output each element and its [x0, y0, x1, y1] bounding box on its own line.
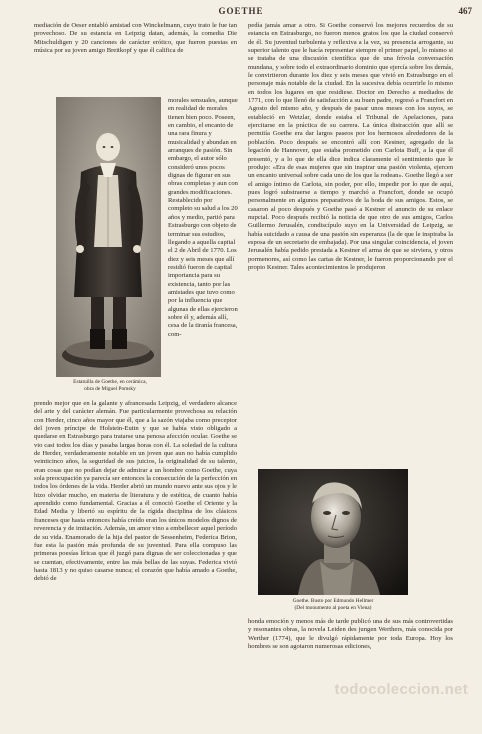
bust-image — [258, 469, 408, 595]
statuette-photo — [56, 97, 161, 377]
bust-caption-line2: (Del monumento al poeta en Viena) — [294, 604, 372, 611]
col2-bottom — [248, 618, 453, 662]
col1-narrow — [168, 97, 238, 398]
col1-intro — [34, 22, 237, 98]
statuette-caption-line2: obra de Miguel Pomsky — [84, 385, 136, 392]
statuette-caption — [56, 379, 164, 392]
bust-photo — [258, 469, 408, 595]
col2-bottom-text: honda emoción y menos más de tarde publicó una de sus más controvertidas y resonantes obras, la novela Leiden des jungen Werthers, más conocida por Werther (1774), que le divulgó rápidamente por toda Europa. Hoy los hombres se son agotaron numerosas ediciones, — [248, 618, 453, 651]
col2-top-text: pedía jamás amar a otro. Si Goethe conservó los mejores recuerdos de su estancia en Estrasburgo, no fueron menos gratos los que la ciudad conservó de él. Su juventud turbulenta y reflexiva a la vez, su presencia arrogante, su superior talento que le hacía representar siempre el primer papel, lo mismo si se trataba de una discusión científica que de una frívola conversación mundana, y sobre todo el extraordinario dominio que ejercía sobre los demás, le convirtieron durante los diez y seis meses que vivió en Estrasburgo en el personaje más notable de la ciudad. En la sucesiva debía ocurrirle lo mismo en todos los lugares en que residiese. Doctor en Derecho a mediados de 1771, con lo que llenó de satisfacción a su buen padre, regresó a Francfort en Agosto del mismo año, y después de pasar unos meses con los suyos, se estableció en Wetzlar, donde estaba el Tribunal de Apelaciones, para ejercitarse en la práctica de su carrera. La única distracción que allí se permitía Goethe era dar largos paseos por los hermosos alrededores de la población. Poco después se encontró allí con Kestner, agregado de la legación de Hannover, que estaba prometido con Carlota Buff, a la que él presentó, y a lo que de ella dice indica claramente el sentimiento que le produjo: «Era de esas mujeres que sin inspirar una pasión violenta, ejercen un encanto universal sobre cada uno de los que la rodean». Goethe llegó a ser el amigo íntimo de Carlota, sin poder, por ello, impedir por lo que de aquí, pues logró substraerse a tiempo y marchó a Francfort, donde se ocupó personalmente en algunos preparativos de la boda de sus amigos. Estos, se casaron al poco después y Goethe pasó a Kestner el anuncio de su enlace nupcial. Poco después recibió la noticia de que otro de sus amigos, Carlos Guillermo Jerusalén, condiscípulo suyo en la Universidad de Leipzig, se había suicidado a causa de una pasión sin esperanza (la de que le inspiraba la esposa de un secretario de embajada). Por una singular coincidencia, el joven Jerusalén había pedido prestada a Kestner el arma de que se sirviera, y otros pormenores, así como las cartas de Kestner, le fueron proporcionando por el propio Kestner. Tales acontecimientos le produjeron — [248, 22, 453, 271]
statuette-caption-line1: Estatuilla de Goethe, en cerámica, — [73, 379, 147, 385]
col1-full — [34, 400, 237, 692]
bust-caption — [258, 598, 408, 611]
col1-full-text: prendo mejor que en la galante y afrancesada Leipzig, el verdadero alcance del arte y del carácter alemán. Fue particularmente provechosa su relación con Herder, cinco años mayor que él, que a la sazón viajaba como preceptor del joven príncipe de Holstein-Eutin y que se había visto obligado a quedarse en Estrasburgo para tratarse una penosa afección ocular. Goethe se vio casi todos los días y pasaba largas horas con él. La soledad de la cultura de Herder, verdaderamente notable en un joven que aun no había cumplido veinticinco años, la seguridad de sus juicios, la originalidad de su talento, eran cosas que no podían dejar de admirar a un hombre como Goethe, cuya sola preocupación ya parecía ser entonces la consecución de la perfección en todos los órdenes de la vida. Herder abrió un mundo nuevo ante sus ojos y le hizo olvidar mucho, en materia de literatura y de estética, de cuanto había aprendido como fundamental. Gracias a él conoció Goethe el Oriente y la Edad Media y libertó su espíritu de la rígida disciplina de los clásicos franceses que hasta entonces había creído eran los únicos modelos dignos de reverencia y de imitación. Además, un amor vino a embellecer aquel período de su vida. Enamorado de la hija del pastor de Sessenheim, Federica Brion, fue esta la pasión más profunda de su juventud. Para ella compuso las primeras poesías líricas que él juzgó para dignas de ser coleccionadas y que se cuentan, efectivamente, entre las más bellas de las suyas. Federica vivió hasta 1813 y no quiso casarse nunca; el corazón que había amado a Goethe, debió de — [34, 400, 237, 583]
statuette-image — [56, 97, 161, 377]
col1-intro-text: mediación de Oeser entabló amistad con Winckelmann, cuyo trato le fue tan provechoso. De su estancia en Leipzig datan, además, la comedia Die Mitschuldigen y 20 canciones de carácter erótico, que fueron puestas en música por su joven amigo Breitkopf y que él califica de — [34, 22, 237, 55]
col2-top — [248, 22, 453, 467]
watermark: todocoleccion.net — [334, 681, 468, 698]
running-header: GOETHE — [218, 6, 264, 16]
col1-narrow-text: morales sensuales, aunque en realidad de morales tienen bien poco. Poseen, en cambio, el encanto de una rara finura y musicalidad y abundan en arranques de pasión. Sin embargo, el autor sólo consideró unos pocos dignas de figurar en sus obras completas y aun con grandes modificaciones. Restablecido por completo su salud a los 20 años y medio, partió para Estrasburgo con objeto de terminar sus estudios, llegando a aquella capital el 2 de Abril de 1770. Los diez y seis meses que allí residió fueron de capital importancia para su existencia, tanto por las amistades que tuvo como por la influencia que algunas de ellas ejercieron sobre él y, además allí, cesa de la tiranía francesa, com- — [168, 97, 238, 338]
page-number: 467 — [458, 6, 472, 16]
bust-caption-line1: Goethe. Busto por Edmundo Hellmer — [292, 598, 374, 604]
